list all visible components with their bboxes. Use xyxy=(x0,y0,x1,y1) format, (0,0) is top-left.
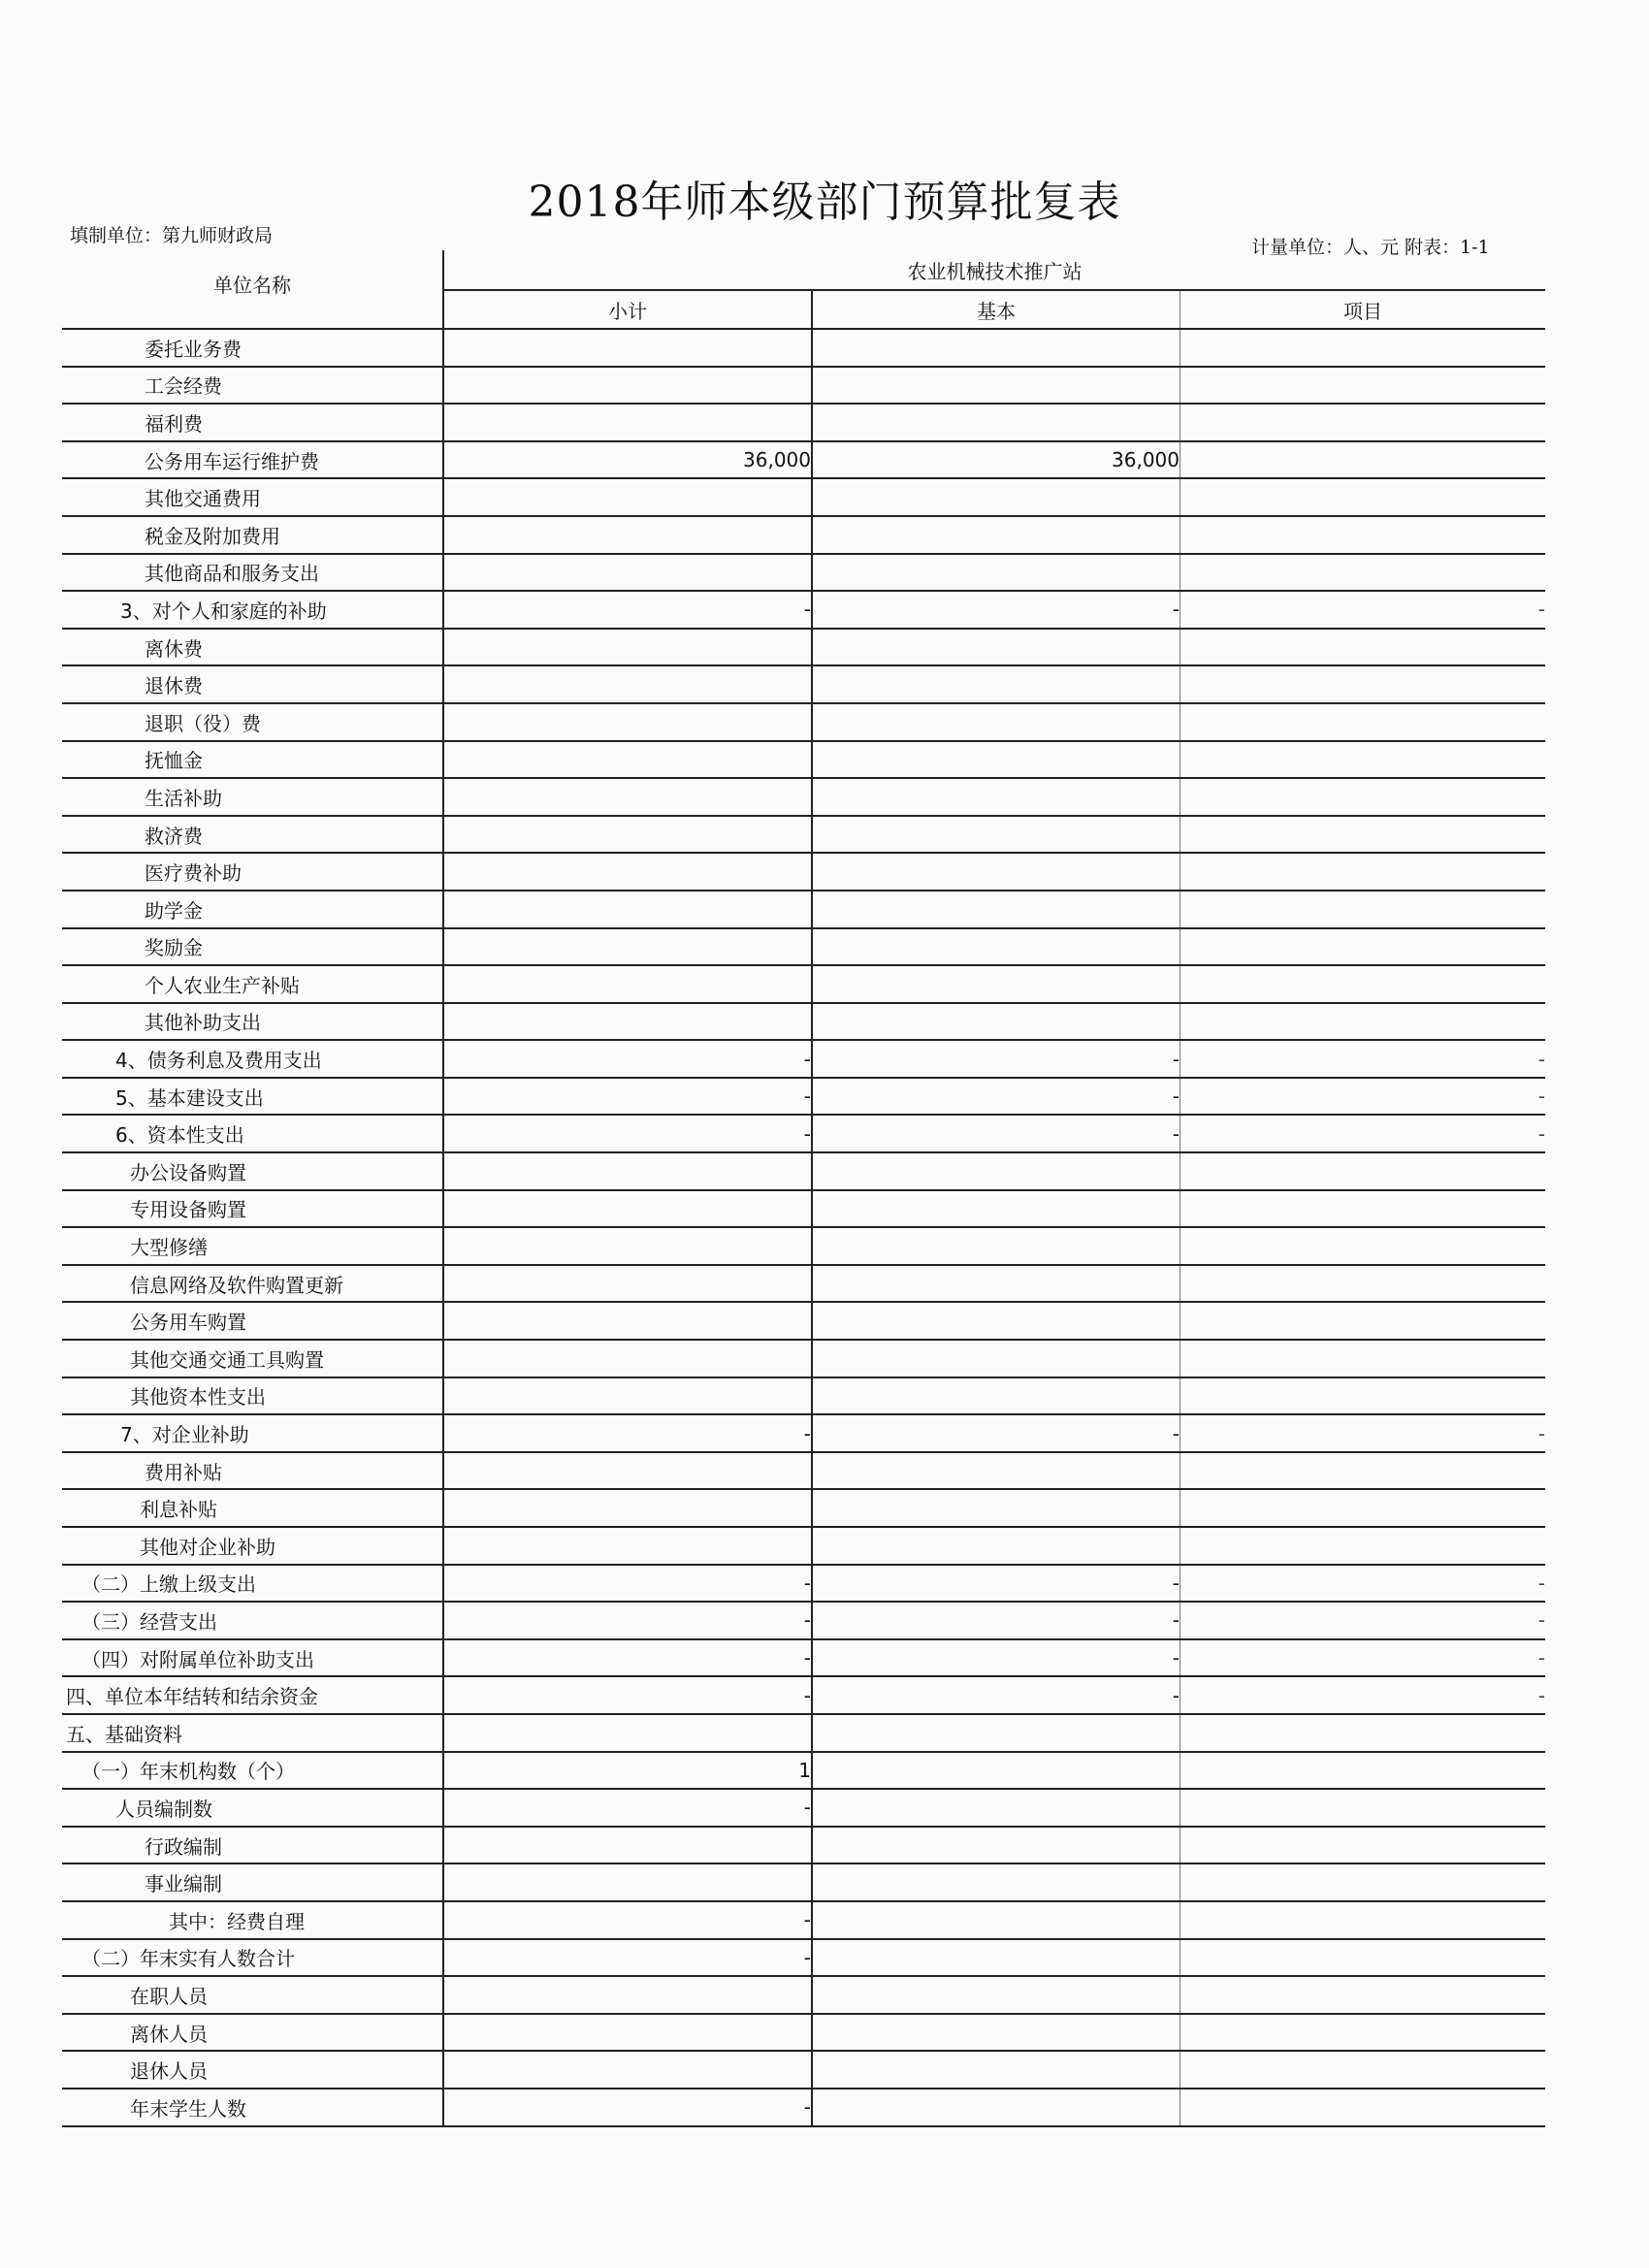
table-row xyxy=(62,1414,1545,1452)
subtotal-cell xyxy=(443,1227,812,1265)
basic-cell xyxy=(812,1976,1180,2014)
basic-cell xyxy=(812,1377,1180,1415)
project-cell xyxy=(1180,703,1546,741)
row-label: 医疗费补助 xyxy=(62,853,443,891)
table-row xyxy=(62,1190,1545,1228)
project-cell xyxy=(1180,853,1546,891)
subtotal-cell xyxy=(443,1340,812,1377)
basic-cell: - xyxy=(812,1115,1180,1152)
table-row xyxy=(62,1115,1545,1152)
basic-cell: - xyxy=(812,1078,1180,1116)
subtotal-cell xyxy=(443,1302,812,1340)
table-row xyxy=(62,816,1545,854)
project-cell xyxy=(1180,1302,1546,1340)
subtotal-cell: - xyxy=(443,1078,812,1116)
table-row xyxy=(62,1901,1545,1939)
subtotal-cell: - xyxy=(443,1414,812,1452)
table-row xyxy=(62,367,1545,405)
row-label: 生活补助 xyxy=(62,778,443,816)
basic-cell xyxy=(812,1265,1180,1303)
row-label: 助学金 xyxy=(62,891,443,928)
basic-cell xyxy=(812,478,1180,516)
basic-cell xyxy=(812,1152,1180,1190)
table-row xyxy=(62,1040,1545,1078)
basic-cell xyxy=(812,891,1180,928)
row-label: （二）上缴上级支出 xyxy=(62,1565,443,1603)
table-row xyxy=(62,853,1545,891)
subtotal-cell xyxy=(443,816,812,854)
table-row xyxy=(62,1452,1545,1490)
project-cell xyxy=(1180,2051,1546,2089)
row-label: 四、单位本年结转和结余资金 xyxy=(62,1676,443,1714)
row-label: 6、资本性支出 xyxy=(62,1115,443,1152)
project-cell xyxy=(1180,554,1546,592)
row-label: 公务用车运行维护费 xyxy=(62,441,443,479)
table-row xyxy=(62,591,1545,629)
basic-cell xyxy=(812,1003,1180,1041)
table-row xyxy=(62,1789,1545,1827)
subtotal-cell: - xyxy=(443,1115,812,1152)
basic-cell: - xyxy=(812,1602,1180,1639)
table-row xyxy=(62,554,1545,592)
project-cell xyxy=(1180,329,1546,367)
basic-cell xyxy=(812,1302,1180,1340)
basic-cell xyxy=(812,965,1180,1003)
row-label: 人员编制数 xyxy=(62,1789,443,1827)
project-cell xyxy=(1180,1527,1546,1565)
row-label: 其他交通交通工具购置 xyxy=(62,1340,443,1377)
basic-cell xyxy=(812,2089,1180,2126)
table-row xyxy=(62,965,1545,1003)
subtotal-cell xyxy=(443,367,812,405)
project-cell: - xyxy=(1180,591,1546,629)
basic-cell xyxy=(812,1752,1180,1790)
project-cell xyxy=(1180,965,1546,1003)
table-row xyxy=(62,1752,1545,1790)
table-row xyxy=(62,1377,1545,1415)
project-cell xyxy=(1180,1489,1546,1527)
table-row xyxy=(62,1827,1545,1864)
table-row xyxy=(62,891,1545,928)
row-label: 抚恤金 xyxy=(62,741,443,779)
project-cell xyxy=(1180,1714,1546,1752)
project-cell: - xyxy=(1180,1115,1546,1152)
subtotal-cell xyxy=(443,329,812,367)
project-cell xyxy=(1180,1190,1546,1228)
table-row xyxy=(62,329,1545,367)
row-label: （二）年末实有人数合计 xyxy=(62,1939,443,1977)
row-label: 退职（役）费 xyxy=(62,703,443,741)
project-cell xyxy=(1180,629,1546,666)
row-label: （四）对附属单位补助支出 xyxy=(62,1639,443,1677)
subtotal-cell xyxy=(443,2014,812,2052)
subtotal-cell: - xyxy=(443,1040,812,1078)
basic-cell xyxy=(812,1901,1180,1939)
page-title: 2018年师本级部门预算批复表 xyxy=(528,178,1121,227)
project-cell xyxy=(1180,441,1546,479)
project-cell xyxy=(1180,404,1546,441)
table-row xyxy=(62,1302,1545,1340)
basic-cell: - xyxy=(812,1040,1180,1078)
project-cell xyxy=(1180,1976,1546,2014)
project-cell xyxy=(1180,1827,1546,1864)
subtotal-cell: - xyxy=(443,1602,812,1639)
row-label: （一）年末机构数（个） xyxy=(62,1752,443,1790)
project-cell: - xyxy=(1180,1639,1546,1677)
project-cell xyxy=(1180,1901,1546,1939)
subtotal-cell xyxy=(443,1863,812,1901)
row-label: 离休人员 xyxy=(62,2014,443,2052)
table-row xyxy=(62,2089,1545,2126)
header-subtotal: 小计 xyxy=(443,290,812,329)
row-label: 专用设备购置 xyxy=(62,1190,443,1228)
table-row xyxy=(62,1602,1545,1639)
table-row xyxy=(62,665,1545,703)
table-row xyxy=(62,1939,1545,1977)
subtotal-cell: - xyxy=(443,2089,812,2126)
header-basic: 基本 xyxy=(812,290,1180,329)
row-label: 退休人员 xyxy=(62,2051,443,2089)
table-row xyxy=(62,1527,1545,1565)
header-group: 农业机械技术推广站 xyxy=(443,250,1545,290)
project-cell xyxy=(1180,1452,1546,1490)
table-row xyxy=(62,928,1545,966)
measure-unit-label: 计量单位：人、元 附表：1-1 xyxy=(1251,237,1490,258)
subtotal-cell xyxy=(443,516,812,554)
basic-cell xyxy=(812,853,1180,891)
basic-cell xyxy=(812,516,1180,554)
project-cell xyxy=(1180,1863,1546,1901)
subtotal-cell xyxy=(443,703,812,741)
subtotal-cell xyxy=(443,1003,812,1041)
basic-cell xyxy=(812,2051,1180,2089)
project-cell: - xyxy=(1180,1040,1546,1078)
project-cell xyxy=(1180,1340,1546,1377)
row-label: 五、基础资料 xyxy=(62,1714,443,1752)
basic-cell xyxy=(812,928,1180,966)
subtotal-cell xyxy=(443,1527,812,1565)
row-label: 利息补贴 xyxy=(62,1489,443,1527)
basic-cell xyxy=(812,703,1180,741)
basic-cell: - xyxy=(812,1414,1180,1452)
row-label: 其他补助支出 xyxy=(62,1003,443,1041)
subtotal-cell: - xyxy=(443,1565,812,1603)
project-cell xyxy=(1180,1152,1546,1190)
project-cell xyxy=(1180,816,1546,854)
basic-cell xyxy=(812,367,1180,405)
row-label: 福利费 xyxy=(62,404,443,441)
subtotal-cell xyxy=(443,778,812,816)
subtotal-cell: - xyxy=(443,1939,812,1977)
row-label: 委托业务费 xyxy=(62,329,443,367)
table-row xyxy=(62,1639,1545,1677)
header-unit-name: 单位名称 xyxy=(62,250,443,329)
subtotal-cell xyxy=(443,1489,812,1527)
row-label: 7、对企业补助 xyxy=(62,1414,443,1452)
project-cell xyxy=(1180,1003,1546,1041)
table-row xyxy=(62,516,1545,554)
basic-cell xyxy=(812,629,1180,666)
project-cell xyxy=(1180,665,1546,703)
subtotal-cell xyxy=(443,741,812,779)
project-cell xyxy=(1180,367,1546,405)
table-row xyxy=(62,1714,1545,1752)
row-label: 办公设备购置 xyxy=(62,1152,443,1190)
fill-unit-label: 填制单位：第九师财政局 xyxy=(70,225,274,246)
table-row xyxy=(62,1152,1545,1190)
subtotal-cell: - xyxy=(443,1639,812,1677)
header-project: 项目 xyxy=(1180,290,1546,329)
subtotal-cell xyxy=(443,1190,812,1228)
subtotal-cell xyxy=(443,404,812,441)
table-row xyxy=(62,2051,1545,2089)
subtotal-cell: 36,000 xyxy=(443,441,812,479)
basic-cell: - xyxy=(812,1639,1180,1677)
row-label: 奖励金 xyxy=(62,928,443,966)
subtotal-cell xyxy=(443,928,812,966)
subtotal-cell xyxy=(443,1714,812,1752)
table-row xyxy=(62,1003,1545,1041)
subtotal-cell xyxy=(443,1152,812,1190)
basic-cell xyxy=(812,1527,1180,1565)
table-row xyxy=(62,1265,1545,1303)
basic-cell xyxy=(812,1863,1180,1901)
row-label: 年末学生人数 xyxy=(62,2089,443,2126)
subtotal-cell xyxy=(443,478,812,516)
basic-cell xyxy=(812,1227,1180,1265)
table-row xyxy=(62,703,1545,741)
subtotal-cell xyxy=(443,1976,812,2014)
subtotal-cell: - xyxy=(443,1676,812,1714)
project-cell xyxy=(1180,2014,1546,2052)
table-row xyxy=(62,778,1545,816)
row-label: 3、对个人和家庭的补助 xyxy=(62,591,443,629)
basic-cell xyxy=(812,741,1180,779)
basic-cell: - xyxy=(812,1565,1180,1603)
basic-cell xyxy=(812,1452,1180,1490)
project-cell xyxy=(1180,1752,1546,1790)
basic-cell: - xyxy=(812,1676,1180,1714)
basic-cell xyxy=(812,816,1180,854)
row-label: 退休费 xyxy=(62,665,443,703)
project-cell: - xyxy=(1180,1565,1546,1603)
subtotal-cell xyxy=(443,891,812,928)
row-label: 行政编制 xyxy=(62,1827,443,1864)
row-label: 其他资本性支出 xyxy=(62,1377,443,1415)
project-cell xyxy=(1180,741,1546,779)
table-row xyxy=(62,1565,1545,1603)
table-row xyxy=(62,1340,1545,1377)
table-row xyxy=(62,1078,1545,1116)
row-label: 信息网络及软件购置更新 xyxy=(62,1265,443,1303)
basic-cell xyxy=(812,778,1180,816)
table-row xyxy=(62,741,1545,779)
project-cell xyxy=(1180,516,1546,554)
project-cell xyxy=(1180,478,1546,516)
subtotal-cell xyxy=(443,1827,812,1864)
table-row xyxy=(62,478,1545,516)
subtotal-cell xyxy=(443,1452,812,1490)
row-label: 其他对企业补助 xyxy=(62,1527,443,1565)
basic-cell xyxy=(812,329,1180,367)
budget-table xyxy=(62,250,1545,2127)
row-label: 公务用车购置 xyxy=(62,1302,443,1340)
basic-cell xyxy=(812,1190,1180,1228)
row-label: 事业编制 xyxy=(62,1863,443,1901)
subtotal-cell: - xyxy=(443,591,812,629)
table-row xyxy=(62,404,1545,441)
subtotal-cell xyxy=(443,665,812,703)
row-label: 费用补贴 xyxy=(62,1452,443,1490)
table-row xyxy=(62,441,1545,479)
table-row xyxy=(62,1227,1545,1265)
project-cell xyxy=(1180,1377,1546,1415)
basic-cell xyxy=(812,1714,1180,1752)
row-label: 其他交通费用 xyxy=(62,478,443,516)
basic-cell: 36,000 xyxy=(812,441,1180,479)
subtotal-cell xyxy=(443,554,812,592)
project-cell xyxy=(1180,778,1546,816)
row-label: 救济费 xyxy=(62,816,443,854)
row-label: 大型修缮 xyxy=(62,1227,443,1265)
basic-cell xyxy=(812,554,1180,592)
basic-cell xyxy=(812,1789,1180,1827)
subtotal-cell xyxy=(443,853,812,891)
project-cell xyxy=(1180,1265,1546,1303)
subtotal-cell: 1 xyxy=(443,1752,812,1790)
subtotal-cell xyxy=(443,1377,812,1415)
basic-cell xyxy=(812,2014,1180,2052)
project-cell: - xyxy=(1180,1602,1546,1639)
row-label: 其中：经费自理 xyxy=(62,1901,443,1939)
table-row xyxy=(62,629,1545,666)
project-cell: - xyxy=(1180,1676,1546,1714)
project-cell xyxy=(1180,1939,1546,1977)
subtotal-cell: - xyxy=(443,1789,812,1827)
subtotal-cell xyxy=(443,2051,812,2089)
subtotal-cell xyxy=(443,965,812,1003)
basic-cell xyxy=(812,1489,1180,1527)
row-label: 其他商品和服务支出 xyxy=(62,554,443,592)
row-label: 税金及附加费用 xyxy=(62,516,443,554)
basic-cell xyxy=(812,1827,1180,1864)
row-label: 工会经费 xyxy=(62,367,443,405)
table-row xyxy=(62,1489,1545,1527)
basic-cell xyxy=(812,665,1180,703)
basic-cell xyxy=(812,1340,1180,1377)
row-label: （三）经营支出 xyxy=(62,1602,443,1639)
project-cell xyxy=(1180,2089,1546,2126)
table-row xyxy=(62,1976,1545,2014)
basic-cell xyxy=(812,1939,1180,1977)
row-label: 个人农业生产补贴 xyxy=(62,965,443,1003)
table-row xyxy=(62,1676,1545,1714)
table-row xyxy=(62,2014,1545,2052)
basic-cell xyxy=(812,404,1180,441)
table-row xyxy=(62,1863,1545,1901)
project-cell xyxy=(1180,891,1546,928)
project-cell xyxy=(1180,1789,1546,1827)
subtotal-cell xyxy=(443,1265,812,1303)
project-cell xyxy=(1180,1227,1546,1265)
project-cell xyxy=(1180,928,1546,966)
subtotal-cell: - xyxy=(443,1901,812,1939)
row-label: 5、基本建设支出 xyxy=(62,1078,443,1116)
project-cell: - xyxy=(1180,1078,1546,1116)
project-cell: - xyxy=(1180,1414,1546,1452)
row-label: 离休费 xyxy=(62,629,443,666)
subtotal-cell xyxy=(443,629,812,666)
basic-cell: - xyxy=(812,591,1180,629)
row-label: 在职人员 xyxy=(62,1976,443,2014)
row-label: 4、债务利息及费用支出 xyxy=(62,1040,443,1078)
